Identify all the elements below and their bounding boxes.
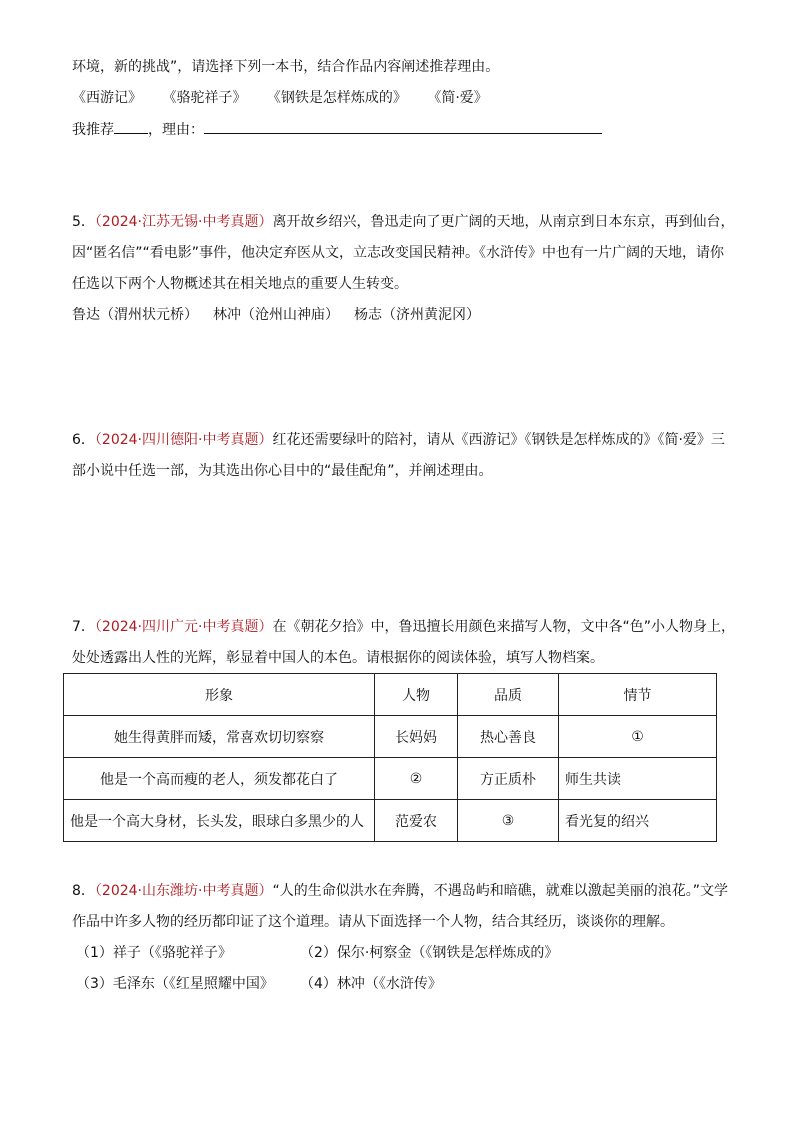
table-row <box>64 758 717 800</box>
q4-book-3: 《钢铁是怎样炼成的》 <box>266 90 407 106</box>
q8-option-1: （1）祥子（《骆驼祥子》 <box>76 945 232 961</box>
cell-plot: 师生共读 <box>559 758 717 800</box>
q4-book-blank[interactable] <box>114 119 148 134</box>
q5-options <box>72 305 480 325</box>
header-image: 形象 <box>64 674 375 716</box>
q8-line1 <box>72 881 728 901</box>
q5-option-3: 杨志（济州黄泥冈） <box>354 307 480 323</box>
q6-line2: 部小说中任选一部，为其选出你心目中的“最佳配角”，并阐述理由。 <box>72 463 493 479</box>
q8-option-2: （2）保尔·柯察金（《钢铁是怎样炼成的》 <box>300 945 559 961</box>
q5-line2: 因“匿名信”“看电影”事件，他决定弃医从文，立志改变国民精神。《水浒传》中也有一片广阔的天地，请你 <box>72 245 725 261</box>
q6-line1 <box>72 430 725 450</box>
q5-line3: 任选以下两个人物概述其在相关地点的重要人生转变。 <box>72 276 408 292</box>
cell-plot: 看光复的绍兴 <box>559 800 717 842</box>
header-character: 人物 <box>375 674 458 716</box>
header-plot: 情节 <box>559 674 717 716</box>
cell-image: 他是一个高而瘦的老人，须发都花白了 <box>64 758 375 800</box>
q4-reason-label: ，理由： <box>148 122 204 138</box>
header-quality: 品质 <box>458 674 559 716</box>
q4-recommend-line <box>72 119 602 140</box>
cell-plot-blank-1[interactable]: ① <box>559 716 717 758</box>
q7-text1: 在《朝花夕拾》中，鲁迅擅长用颜色来描写人物，文中各“色”小人物身上， <box>272 619 735 635</box>
q8-text1: “人的生命似洪水在奔腾，不遇岛屿和暗礁，就难以激起美丽的浪花。”文学 <box>272 883 728 899</box>
cell-image: 她生得黄胖而矮，常喜欢切切察察 <box>64 716 375 758</box>
q4-recommend-prefix: 我推荐 <box>72 122 114 138</box>
character-profile-table <box>63 673 717 842</box>
q6-text1: 红花还需要绿叶的陪衬，请从《西游记》《钢铁是怎样炼成的》《简·爱》三 <box>272 432 725 448</box>
q4-line1: 环境，新的挑战”，请选择下列一本书，结合作品内容阐述推荐理由。 <box>72 59 500 75</box>
q4-book-list <box>72 88 504 108</box>
q8-option-4: （4）林冲（《水浒传》 <box>300 976 442 992</box>
q7-line2: 处处透露出人性的光辉，彰显着中国人的本色。请根据你的阅读体验，填写人物档案。 <box>72 650 604 666</box>
cell-character-blank-2[interactable]: ② <box>375 758 458 800</box>
q4-reason-blank[interactable] <box>204 119 602 134</box>
q7-number: 7． <box>72 619 95 635</box>
q7-source: （2024·四川广元·中考真题） <box>94 619 273 635</box>
q8-option-3: （3）毛泽东（《红星照耀中国》 <box>76 976 274 992</box>
table-header-row <box>64 674 717 716</box>
q4-book-2: 《骆驼祥子》 <box>162 90 247 106</box>
q5-option-1: 鲁达（渭州状元桥） <box>72 307 198 323</box>
q5-line1 <box>72 212 734 232</box>
q6-source: （2024·四川德阳·中考真题） <box>94 432 273 448</box>
q8-options-row1 <box>76 943 558 963</box>
cell-character: 范爱农 <box>375 800 458 842</box>
q5-source: （2024·江苏无锡·中考真题） <box>94 214 273 230</box>
q8-number: 8． <box>72 883 95 899</box>
cell-quality-blank-3[interactable]: ③ <box>458 800 559 842</box>
cell-quality: 方正质朴 <box>458 758 559 800</box>
q6-number: 6． <box>72 432 95 448</box>
table-row <box>64 716 717 758</box>
cell-quality: 热心善良 <box>458 716 559 758</box>
cell-character: 长妈妈 <box>375 716 458 758</box>
q4-book-4: 《简·爱》 <box>427 90 488 106</box>
q5-option-2: 林冲（沧州山神庙） <box>213 307 339 323</box>
q7-line1 <box>72 617 735 637</box>
q8-source: （2024·山东潍坊·中考真题） <box>94 883 273 899</box>
q5-number: 5． <box>72 214 95 230</box>
q4-book-1: 《西游记》 <box>72 90 142 106</box>
q8-options-row2 <box>76 974 442 994</box>
cell-image: 他是一个高大身材，长头发，眼球白多黑少的人 <box>64 800 375 842</box>
table-row <box>64 800 717 842</box>
q8-line2: 作品中许多人物的经历都印证了这个道理。请从下面选择一个人物，结合其经历，谈谈你的理解。 <box>72 914 674 930</box>
q5-text1: 离开故乡绍兴，鲁迅走向了更广阔的天地，从南京到日本东京，再到仙台， <box>272 214 735 230</box>
